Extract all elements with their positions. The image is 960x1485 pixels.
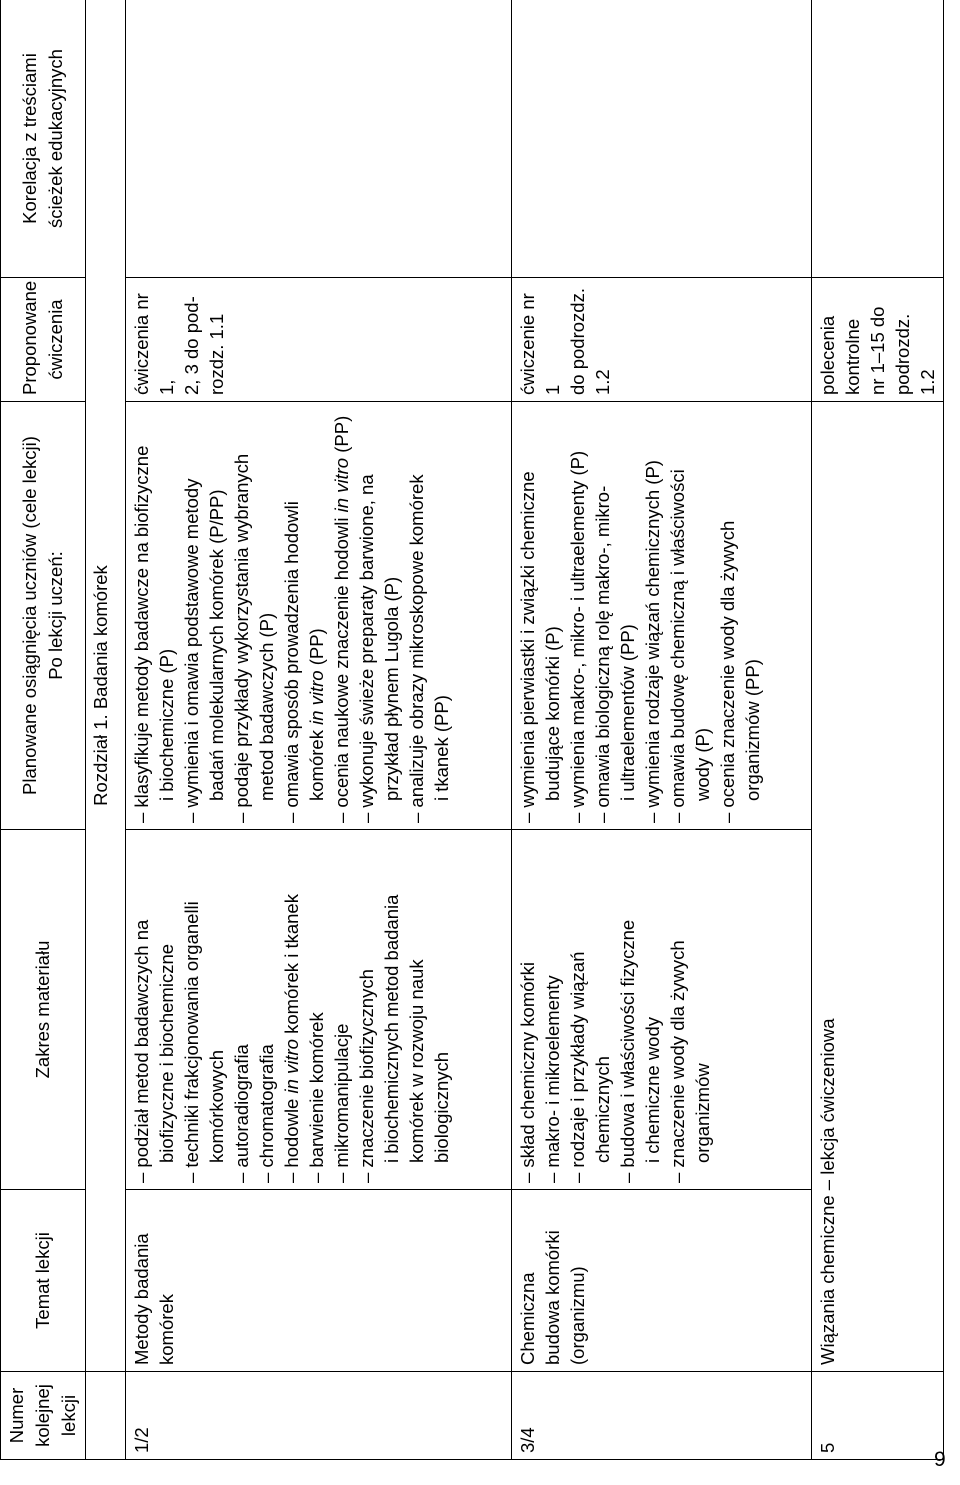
header-row xyxy=(1,0,86,1460)
list-item: – rodzaje i przykłady wiązań chemicznych xyxy=(567,951,613,1183)
list-item: – makro- i mikroelementy xyxy=(542,975,563,1183)
page-number: 9 xyxy=(934,1448,946,1471)
proposed-exercises xyxy=(126,278,512,402)
table-row xyxy=(126,0,512,1460)
exercise-line: rozdz. 1.1 xyxy=(206,313,227,395)
topic-line: Metody badania xyxy=(131,1233,152,1365)
list-item: – omawia budowę chemiczną i właściwości wody (P) xyxy=(667,469,713,823)
list-item: – wymienia pierwiastki i związki chemiczne budujące komórki (P) xyxy=(517,471,563,823)
list-item: – autoradiografia xyxy=(231,1044,252,1183)
list-item: – budowa i właściwości fizyczne i chemiczne wody xyxy=(617,919,663,1183)
header-scope: Zakres materiału xyxy=(1,830,86,1190)
header-text: lekcji xyxy=(58,1394,79,1437)
lesson-topic: Wiązania chemiczne – lekcja ćwiczeniowa xyxy=(812,402,944,1372)
topic-line: Chemiczna xyxy=(517,1272,538,1365)
list-item: – znaczenie biofizycznych i biochemicznych metod badania komórek w rozwoju nauk biologicznych xyxy=(356,894,452,1183)
learning-goals xyxy=(512,402,812,830)
exercise-line: ćwiczenia nr 1, xyxy=(131,293,177,395)
lesson-topic xyxy=(126,1190,512,1372)
section-row xyxy=(86,0,126,1460)
list-item: – mikromanipulacje xyxy=(331,1023,352,1183)
section-title: Rozdział 1. Badania komórek xyxy=(86,0,126,1372)
header-text: ćwiczenia xyxy=(45,299,66,380)
topic-line: (organizmu) xyxy=(567,1266,588,1365)
table-row xyxy=(512,0,812,1460)
list-item: – wykonuje świeże preparaty barwione, na przykład płynem Lugola (P) xyxy=(356,474,402,823)
correlation-cell xyxy=(512,0,812,278)
list-item: – wymienia makro-, mikro- i ultraelementy (P) xyxy=(567,450,588,823)
exercise-line: polecenia xyxy=(817,315,838,395)
lesson-number: 3/4 xyxy=(512,1372,812,1460)
header-number xyxy=(1,1372,86,1460)
list-item: – chromatografia xyxy=(256,1044,277,1183)
list-item: – omawia sposób prowadzenia hodowli komórek in vitro (PP) xyxy=(281,501,327,823)
header-text: ścieżek edukacyjnych xyxy=(45,49,66,228)
header-text: kolejnej xyxy=(32,1384,53,1447)
header-correlation xyxy=(1,0,86,278)
table-row xyxy=(812,0,944,1460)
exercise-line: nr 1–15 do xyxy=(867,306,888,395)
material-scope xyxy=(512,830,812,1190)
header-topic: Temat lekcji xyxy=(1,1190,86,1372)
exercise-line: 2, 3 do pod- xyxy=(181,296,202,395)
list-item: – podział metod badawczych na biofizyczne i biochemiczne xyxy=(131,919,177,1183)
exercise-line: do podrozdz. xyxy=(567,288,588,395)
lesson-topic xyxy=(512,1190,812,1372)
list-item: – analizuje obrazy mikroskopowe komórek i tkanek (PP) xyxy=(406,474,452,823)
list-item: – omawia biologiczną rolę makro-, mikro- i ultraelementów (PP) xyxy=(592,485,638,823)
header-text: Korelacja z treściami xyxy=(19,53,40,224)
list-item: – znaczenie wody dla żywych organizmów xyxy=(667,940,713,1183)
header-goals xyxy=(1,402,86,830)
list-item: – wymienia i omawia podstawowe metody badań molekularnych komórek (P/PP) xyxy=(181,478,227,823)
list-item: – skład chemiczny komórki xyxy=(517,961,538,1183)
learning-goals xyxy=(126,402,512,830)
exercise-line: ćwiczenie nr 1 xyxy=(517,293,563,395)
list-item: – ocenia naukowe znaczenie hodowli in vitro (PP) xyxy=(331,415,352,823)
exercise-line: 1.2 xyxy=(592,369,613,395)
topic-line: komórek xyxy=(156,1294,177,1365)
list-item: – wymienia rodzaje wiązań chemicznych (P) xyxy=(642,460,663,823)
exercise-line: podrozdz. 1.2 xyxy=(892,313,938,395)
correlation-cell xyxy=(126,0,512,278)
lesson-number: 1/2 xyxy=(126,1372,512,1460)
list-item: – klasyfikuje metody badawcze na biofizyczne i biochemiczne (P) xyxy=(131,445,177,823)
list-item: – ocenia znaczenie wody dla żywych organizmów (PP) xyxy=(717,520,763,823)
proposed-exercises xyxy=(512,278,812,402)
topic-line: budowa komórki xyxy=(542,1230,563,1365)
list-item: – podaje przykłady wykorzystania wybranych metod badawczych (P) xyxy=(231,453,277,823)
material-scope xyxy=(126,830,512,1190)
header-text: Proponowane xyxy=(19,280,40,395)
correlation-cell xyxy=(812,0,944,278)
list-item: – techniki frakcjonowania organelli komórkowych xyxy=(181,901,227,1183)
proposed-exercises xyxy=(812,278,944,402)
exercise-line: kontrolne xyxy=(842,318,863,395)
header-text: Po lekcji uczeń: xyxy=(45,551,66,680)
list-item: – barwienie komórek xyxy=(306,1012,327,1183)
lesson-number: 5 xyxy=(812,1372,944,1460)
header-text: Planowane osiągnięcia uczniów (cele lekcji) xyxy=(19,436,40,795)
header-exercises xyxy=(1,278,86,402)
list-item: – hodowle in vitro komórek i tkanek xyxy=(281,894,302,1183)
header-text: Numer xyxy=(6,1387,27,1444)
